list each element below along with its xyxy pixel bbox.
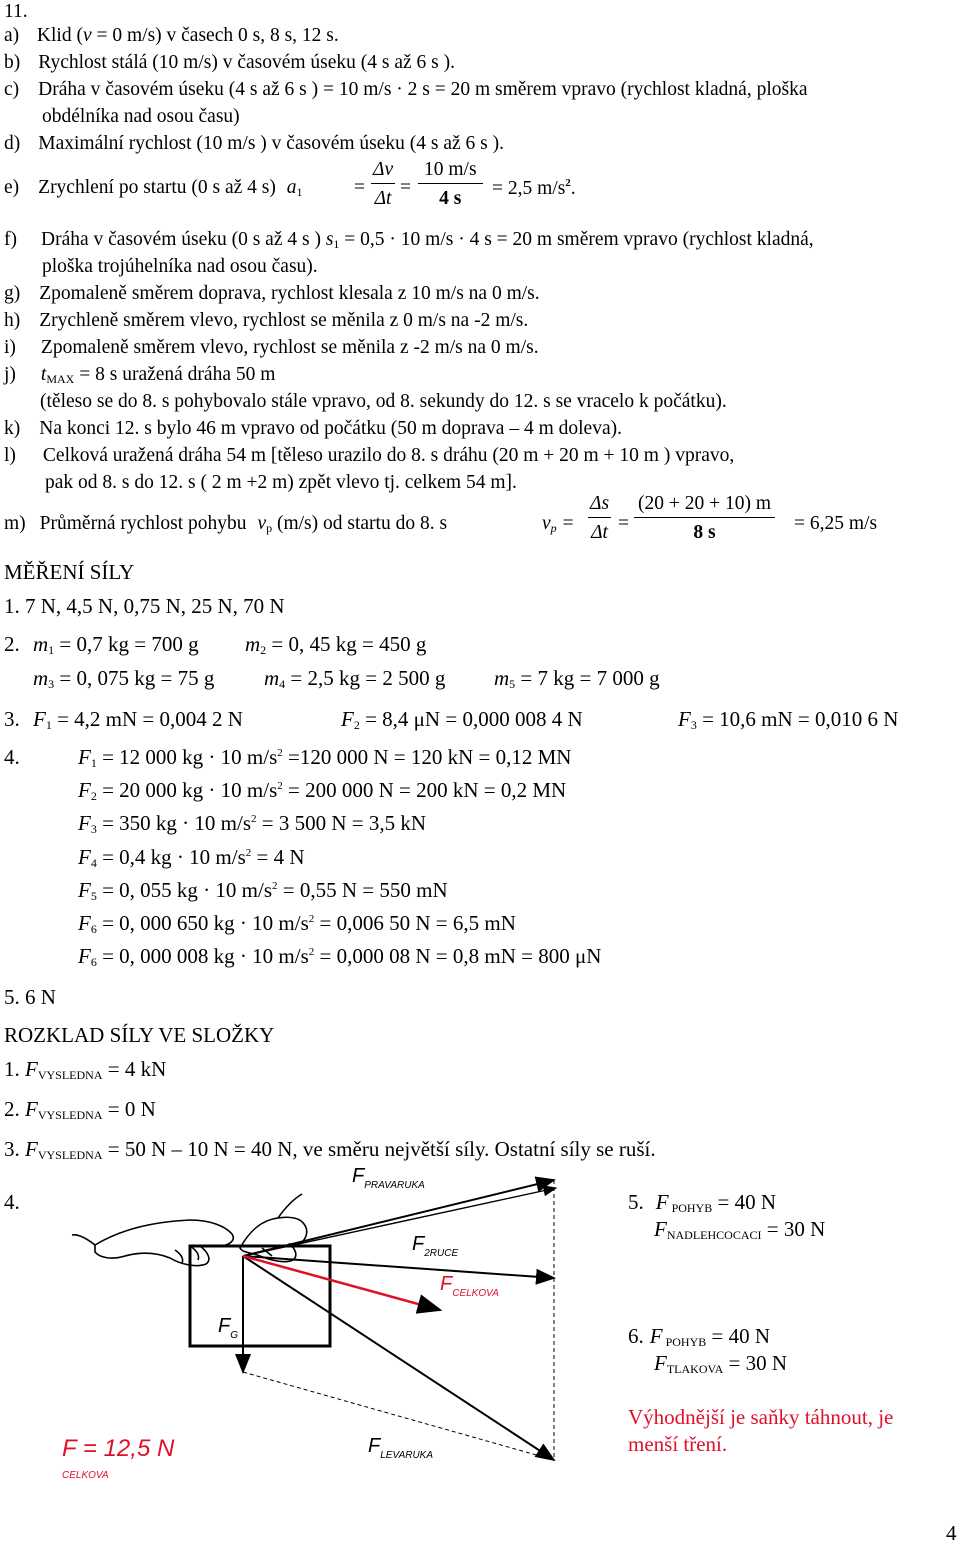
weight-row: $F_6 = 0$, 000 008 kg · 10 $m/s^2 = 0,000$ 08 N = 0,8 mN = 800 μN	[78, 944, 602, 969]
mass-m3: $m_3 = 0$, 075 kg = 75 g	[33, 666, 215, 691]
decomp-q6-f1: 6. F $_{POHYB}$ = 40 N	[628, 1324, 771, 1349]
force-f2: $F_2 = 8,4$ μN = 0,000 008 4 N	[341, 707, 583, 732]
measure-q5: 5. 6 N	[4, 985, 56, 1009]
fraction-ds-dt: $\frac{\Delta s}{\Delta t}$	[590, 493, 610, 543]
equals-sign: =	[400, 177, 411, 198]
answer-m: m) Průměrná rychlost pohybu $v_p$ (m/s) od startu do 8. s	[4, 513, 448, 535]
label-f-result: F = 12,5 N	[62, 1435, 175, 1462]
answer-m-lhs: $v_p$ =	[542, 513, 574, 535]
weight-row: $F_6 = 0$, 000 650 kg · 10 $m/s^2 = 0,006$ 50 N = 6,5 mN	[78, 911, 516, 936]
answer-j: j) $t_{MAX} = 8$ s uražená dráha 50 m	[4, 364, 276, 386]
arrow-result	[243, 1256, 440, 1310]
answer-l: l) Celková uražená dráha 54 m [těleso urazilo do 8. s dráhu (20 m + 20 m + 10 m ) vpravo,	[4, 445, 735, 466]
problem-number: 11.	[4, 1, 28, 22]
measure-q4-label: 4.	[4, 745, 20, 769]
arrow-2ruce	[243, 1256, 554, 1278]
force-f3: $F_3 = 10,6$ mN = 0,010 6 N	[678, 707, 899, 732]
answer-i: i) Zpomaleně směrem vlevo, rychlost se měnila z -2 m/s na 0 m/s.	[4, 337, 539, 358]
answer-c: c) Dráha v časovém úseku (4 s až 6 s ) = 10 m/s · 2 s = 20 m směrem vpravo (rychlost kladná, ploška	[4, 79, 808, 100]
decomp-q1: 1. $F_{VYSLEDNA} = 4$ kN	[4, 1057, 167, 1082]
fraction-dv-dt: $\frac{\Delta v}{\Delta t}$	[373, 159, 394, 209]
decomp-q5-f1: 5. F $_{POHYB}$ = 40 N	[628, 1190, 777, 1215]
answer-k: k) Na konci 12. s bylo 46 m vpravo od počátku (50 m doprava – 4 m doleva).	[4, 418, 622, 439]
answer-f: f) Dráha v časovém úseku (0 s až 4 s ) $s_1 = 0,5 \cdot 10$ m/s · 4 s = 20 m směrem vpravo (rychlost kladná,	[4, 229, 814, 251]
equals-sign: =	[354, 177, 365, 198]
measure-q3-label: 3.	[4, 707, 20, 731]
heading-force-measure: MĚŘENÍ SÍLY	[4, 560, 135, 584]
decomp-q5-f2: $F_{NADLEHCOCACI} = 30$ N	[654, 1217, 826, 1242]
arrow-pravaruka	[243, 1180, 554, 1256]
answer-c-cont: obdélníka nad osou času)	[42, 106, 240, 127]
fraction-values: $\frac{10 m/s}{4 s}$	[418, 160, 483, 208]
answer-a: a) Klid (v = 0 m/s) v časech 0 s, 8 s, 12 s.	[4, 25, 339, 46]
arrow-celkova	[243, 1188, 556, 1256]
label-f-g: $F_G$	[218, 1315, 238, 1341]
measure-q1: 1. 7 N, 4,5 N, 0,75 N, 25 N, 70 N	[4, 594, 285, 618]
label-f-celkova: $F_{CELKOVA}$	[440, 1273, 499, 1299]
label-f-pravaruka: $F_{PRAVARUKA}$	[352, 1165, 425, 1191]
label-f-levaruka: $F_{LEVARUKA}$	[368, 1435, 434, 1461]
decomp-q2: 2. $F_{VYSLEDNA} = 0$ N	[4, 1097, 156, 1122]
heading-decomposition: ROZKLAD SÍLY VE SLOŽKY	[4, 1023, 275, 1047]
weight-row: $F_5 = 0$, 055 kg · 10 $m/s^2 = 0,55$ N = 550 mN	[78, 878, 448, 903]
answer-e-result: = 2,5 $m/s^2$.	[492, 177, 576, 199]
answer-g: g) Zpomaleně směrem doprava, rychlost klesala z 10 m/s na 0 m/s.	[4, 283, 540, 304]
fraction-avg-values: $\frac{(20 + 20 + 10) m}{8 s}$	[634, 494, 775, 542]
weight-row: $F_4 = 0,4$ kg · 10 $m/s^2 = 4$ N	[78, 845, 305, 870]
answer-e: e) Zrychlení po startu (0 s až 4 s) $a_1$	[4, 177, 303, 199]
equals-sign: =	[618, 513, 629, 534]
answer-b: b) Rychlost stálá (10 m/s) v časovém úseku (4 s až 6 s ).	[4, 52, 456, 73]
mass-m4: $m_4 = 2,5$ kg = 2 500 g	[264, 666, 446, 691]
decomp-q4: 4.	[4, 1190, 20, 1214]
mass-m2: $m_2 = 0$, 45 kg = 450 g	[245, 632, 427, 657]
weight-row: $F_2 = 20$ 000 kg · 10 $m/s^2 = 200$ 000 N = 200 kN = 0,2 MN	[78, 778, 567, 803]
force-diagram	[0, 1160, 560, 1490]
mass-m1: $m_1 = 0,7$ kg = 700 g	[33, 632, 199, 657]
answer-m-result: = 6,25 m/s	[794, 513, 878, 534]
force-f1: $F_1 = 4,2$ mN = 0,004 2 N	[33, 707, 243, 732]
answer-l-cont: pak od 8. s do 12. s ( 2 m +2 m) zpět vlevo tj. celkem 54 m].	[45, 472, 517, 493]
left-hand-icon	[72, 1220, 233, 1266]
measure-q2-label: 2.	[4, 632, 20, 656]
page-number: 4	[946, 1521, 957, 1545]
answer-d: d) Maximální rychlost (10 m/s ) v časovém úseku (4 s až 6 s ).	[4, 133, 504, 154]
answer-f-cont: ploška trojúhelníka nad osou času).	[42, 256, 318, 277]
note-line-2: menší tření.	[628, 1432, 728, 1456]
right-hand-icon	[240, 1194, 307, 1262]
label-f-result-sub: CELKOVA	[62, 1470, 109, 1481]
weight-row: $F_1 = 12$ 000 kg · 10 $m/s^2 =120$ 000 N = 120 kN = 0,12 MN	[78, 745, 572, 770]
answer-h: h) Zrychleně směrem vlevo, rychlost se měnila z 0 m/s na -2 m/s.	[4, 310, 529, 331]
decomp-q3: 3. $F_{VYSLEDNA} = 50$ N – 10 N = 40 N, ve směru největší síly. Ostatní síly se ruší.	[4, 1137, 656, 1162]
note-line-1: Výhodnější je saňky táhnout, je	[628, 1405, 894, 1429]
mass-m5: $m_5 = 7$ kg = 7 000 g	[494, 666, 660, 691]
decomp-q6-f2: $F_{TLAKOVA} = 30$ N	[654, 1351, 788, 1376]
label-f-2ruce: $F_{2RUCE}$	[412, 1233, 459, 1259]
weight-row: $F_3 = 350$ kg · 10 $m/s^2 = 3$ 500 N = 3,5 kN	[78, 811, 427, 836]
answer-j-cont: (těleso se do 8. s pohybovalo stále vpravo, od 8. sekundy do 12. s se vracelo k počátku).	[40, 391, 727, 412]
arrow-levaruka	[243, 1256, 554, 1460]
